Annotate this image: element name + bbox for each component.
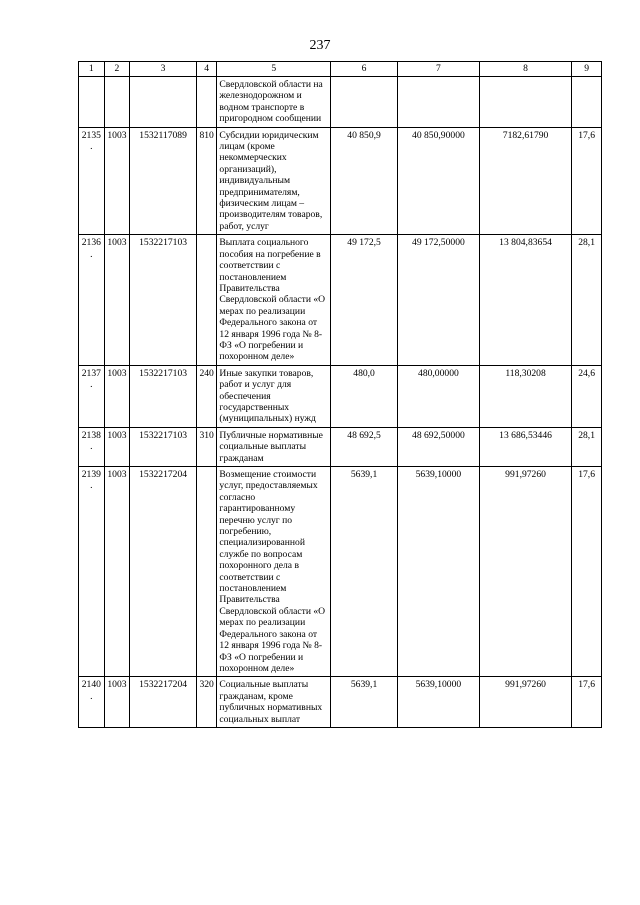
row-description: Публичные нормативные социальные выплаты гражданам (217, 427, 331, 466)
specified-amount (397, 77, 479, 128)
execution-percent: 17,6 (572, 467, 602, 677)
expense-type-code: 240 (196, 365, 217, 427)
row-description: Выплата социального пособия на погребение в соответствии с постановлением Правительства Свердловской области «О мерах по реализации Федерального закона от 12 января 1996 года № 8-ФЗ «О погребении и похоронном деле» (217, 235, 331, 365)
row-number: 2135. (79, 127, 105, 235)
row-number: 2137. (79, 365, 105, 427)
planned-amount (331, 77, 398, 128)
planned-amount: 5639,1 (331, 467, 398, 677)
section-code (104, 77, 130, 128)
column-header: 7 (397, 62, 479, 77)
executed-amount: 13 804,83654 (479, 235, 571, 365)
column-header: 9 (572, 62, 602, 77)
row-number: 2138. (79, 427, 105, 466)
table-row (79, 427, 602, 466)
execution-percent: 28,1 (572, 235, 602, 365)
section-code: 1003 (104, 235, 130, 365)
specified-amount: 480,00000 (397, 365, 479, 427)
column-header: 1 (79, 62, 105, 77)
target-code: 1532217204 (130, 467, 197, 677)
executed-amount: 991,97260 (479, 467, 571, 677)
expense-type-code: 310 (196, 427, 217, 466)
row-number: 2136. (79, 235, 105, 365)
column-header: 8 (479, 62, 571, 77)
planned-amount: 480,0 (331, 365, 398, 427)
executed-amount: 991,97260 (479, 677, 571, 728)
row-number: 2140. (79, 677, 105, 728)
specified-amount: 40 850,90000 (397, 127, 479, 235)
execution-percent (572, 77, 602, 128)
column-header: 4 (196, 62, 217, 77)
table-row (79, 77, 602, 128)
page-number: 237 (309, 38, 331, 53)
execution-percent: 28,1 (572, 427, 602, 466)
column-header: 5 (217, 62, 331, 77)
section-code: 1003 (104, 427, 130, 466)
target-code: 1532117089 (130, 127, 197, 235)
executed-amount: 7182,61790 (479, 127, 571, 235)
target-code (130, 77, 197, 128)
row-number (79, 77, 105, 128)
target-code: 1532217103 (130, 427, 197, 466)
column-header: 6 (331, 62, 398, 77)
expense-type-code: 320 (196, 677, 217, 728)
planned-amount: 48 692,5 (331, 427, 398, 466)
row-description: Иные закупки товаров, работ и услуг для обеспечения государственных (муниципальных) нужд (217, 365, 331, 427)
table-row (79, 235, 602, 365)
planned-amount: 40 850,9 (331, 127, 398, 235)
table-row (79, 127, 602, 235)
section-code: 1003 (104, 127, 130, 235)
execution-percent: 17,6 (572, 677, 602, 728)
target-code: 1532217103 (130, 235, 197, 365)
row-description: Свердловской области на железнодорожном и водном транспорте в пригородном сообщении (217, 77, 331, 128)
planned-amount: 5639,1 (331, 677, 398, 728)
table-row (79, 365, 602, 427)
budget-table (78, 61, 602, 728)
row-number: 2139. (79, 467, 105, 677)
expense-type-code (196, 467, 217, 677)
expense-type-code (196, 77, 217, 128)
row-description: Субсидии юридическим лицам (кроме некоммерческих организаций), индивидуальным предпринимателям, физическим лицам – производителям товаров, работ, услуг (217, 127, 331, 235)
table-row (79, 677, 602, 728)
column-header: 3 (130, 62, 197, 77)
executed-amount: 118,30208 (479, 365, 571, 427)
section-code: 1003 (104, 365, 130, 427)
row-description: Социальные выплаты гражданам, кроме публичных нормативных социальных выплат (217, 677, 331, 728)
target-code: 1532217103 (130, 365, 197, 427)
executed-amount (479, 77, 571, 128)
table-header-row (79, 62, 602, 77)
executed-amount: 13 686,53446 (479, 427, 571, 466)
target-code: 1532217204 (130, 677, 197, 728)
specified-amount: 5639,10000 (397, 677, 479, 728)
execution-percent: 17,6 (572, 127, 602, 235)
specified-amount: 48 692,50000 (397, 427, 479, 466)
planned-amount: 49 172,5 (331, 235, 398, 365)
row-description: Возмещение стоимости услуг, предоставляемых согласно гарантированному перечню услуг по погребению, специализированной службе по вопросам похоронного дела в соответствии с постановлением Правительства Свердловской области «О мерах по реализации Федерального закона от 12 января 1996 года № 8-ФЗ «О погребении и похоронном деле» (217, 467, 331, 677)
section-code: 1003 (104, 467, 130, 677)
column-header: 2 (104, 62, 130, 77)
expense-type-code (196, 235, 217, 365)
table-row (79, 467, 602, 677)
execution-percent: 24,6 (572, 365, 602, 427)
expense-type-code: 810 (196, 127, 217, 235)
section-code: 1003 (104, 677, 130, 728)
specified-amount: 49 172,50000 (397, 235, 479, 365)
specified-amount: 5639,10000 (397, 467, 479, 677)
